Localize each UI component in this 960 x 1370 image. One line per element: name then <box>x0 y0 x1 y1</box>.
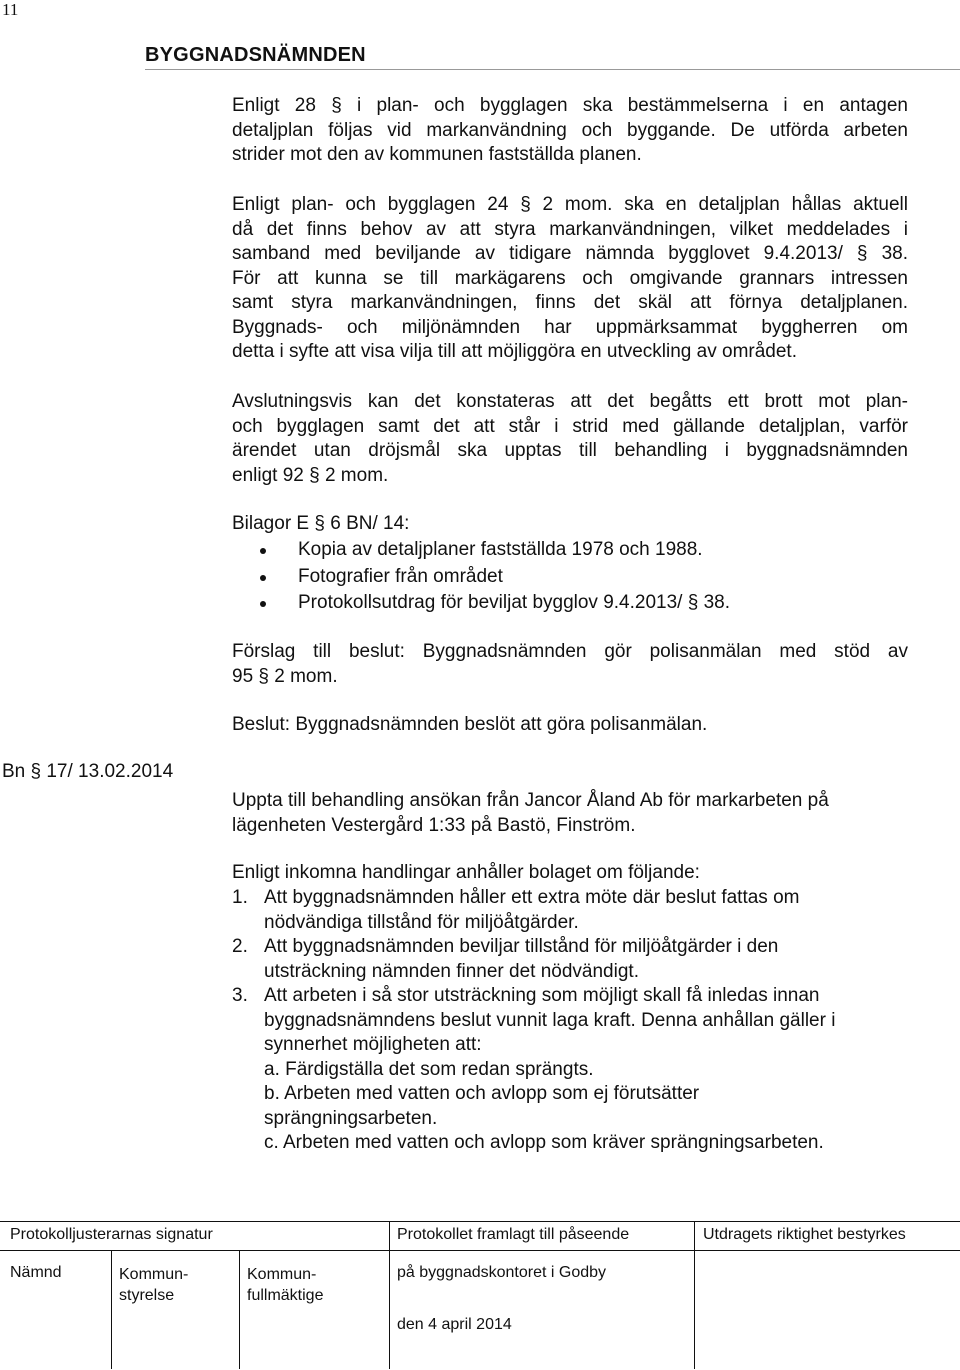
list-item: 1. Att byggnadsnämnden håller ett extra möte där beslut fattas om nödvändiga tillstånd för miljöåtgärder. <box>232 887 800 933</box>
bilagor-list <box>232 537 730 617</box>
footer-col1-title: Protokolljusterarnas signatur <box>10 1226 213 1243</box>
line: enligt 92 § 2 mom. <box>232 464 389 486</box>
footer-divider <box>694 1221 695 1369</box>
signature-kommunfullmaktige: Kommun- fullmäktige <box>247 1266 324 1304</box>
bullet-icon <box>260 601 266 607</box>
footer-divider <box>389 1221 390 1369</box>
line: detaljplan följas vid markanvändning och byggande. De utförda arbeten <box>232 119 908 141</box>
posting-date: den 4 april 2014 <box>397 1316 512 1333</box>
footer-divider <box>111 1250 112 1369</box>
bullet-icon <box>260 548 266 554</box>
line: då det finns behov av att styra markanvändningen, vilket meddelades i <box>232 218 908 240</box>
signature-footer <box>0 1221 960 1369</box>
footer-mid-rule <box>0 1250 960 1251</box>
footer-top-rule <box>0 1221 960 1222</box>
numbered-list <box>232 886 912 1156</box>
line: Enligt 28 § i plan- och bygglagen ska bestämmelserna i en antagen <box>232 95 908 116</box>
line: och bygglagen samt det att står i strid med gällande detaljplan, varför <box>232 415 908 437</box>
signature-namnd: Nämnd <box>10 1264 62 1281</box>
line: lägenheten Vestergård 1:33 på Bastö, Finström. <box>232 814 636 836</box>
case-title <box>232 789 908 838</box>
footer-divider <box>239 1250 240 1369</box>
header-rule <box>145 69 960 70</box>
line: Enligt plan- och bygglagen 24 § 2 mom. ska en detaljplan hållas aktuell <box>232 194 908 215</box>
paragraph-1 <box>232 94 908 168</box>
paragraph-3 <box>232 390 908 488</box>
line: Avslutningsvis kan det konstateras att det begåtts ett brott mot plan- <box>232 391 908 412</box>
posting-place: på byggnadskontoret i Godby <box>397 1264 607 1281</box>
line: Förslag till beslut: Byggnadsnämnden gör polisanmälan med stöd av <box>232 641 908 662</box>
line: Uppta till behandling ansökan från Jancor Åland Ab för markarbeten på <box>232 790 829 811</box>
line: För att kunna se till markägarens och omgivande grannars intressen <box>232 267 908 289</box>
footer-col2-title: Protokollet framlagt till påseende <box>397 1226 630 1243</box>
list-item: 2. Att byggnadsnämnden beviljar tillstånd för miljöåtgärder i den utsträckning nämnden finner det nödvändigt. <box>232 936 779 982</box>
line: strider mot den av kommunen fastställda planen. <box>232 144 642 165</box>
list-item: Protokollsutdrag för beviljat bygglov 9.4.2013/ § 38. <box>232 590 730 617</box>
line: samband med beviljande av tidigare nämnda bygglovet 9.4.2013/ § 38. <box>232 243 908 264</box>
signature-kommunstyrelse: Kommun- styrelse <box>119 1266 189 1304</box>
paragraph-2 <box>232 193 908 365</box>
footer-col3-title: Utdragets riktighet bestyrkes <box>703 1226 906 1243</box>
bilagor-title: Bilagor E § 6 BN/ 14: <box>232 513 410 534</box>
page-number: 11 <box>2 0 19 19</box>
forslag-paragraph <box>232 640 908 689</box>
list-item: Kopia av detaljplaner fastställda 1978 och 1988. <box>232 537 730 564</box>
line: samt styra markanvändningen, finns det skäl att förnya detaljplanen. <box>232 292 908 313</box>
list-item: Fotografier från området <box>232 564 730 591</box>
page-header: BYGGNADSNÄMNDEN <box>145 44 366 66</box>
line: detta i syfte att visa vilja till att möjliggöra en utveckling av området. <box>232 341 797 362</box>
section-reference: Bn § 17/ 13.02.2014 <box>2 761 174 782</box>
line: Byggnads- och miljönämnden har uppmärksammat byggherren om <box>232 316 908 338</box>
line: ärendet utan dröjsmål ska upptas till behandling i byggnadsnämnden <box>232 440 908 461</box>
line: 95 § 2 mom. <box>232 665 338 687</box>
list-item: 3. Att arbeten i så stor utsträckning som möjligt skall få inledas innan byggnadsnämndens beslut vunnit laga kraft. Denna anhållan gäller i synnerhet möjligheten att: a. Färdigställa det som redan sprängts. b. Arbeten med vatten och avlopp som ej förutsätter sprängningsarbeten. c. Arbeten med vatten och avlopp som kräver sprängningsarbeten. <box>232 985 836 1153</box>
bullet-icon <box>260 575 266 581</box>
beslut-paragraph: Beslut: Byggnadsnämnden beslöt att göra polisanmälan. <box>232 714 708 735</box>
intro-paragraph: Enligt inkomna handlingar anhåller bolaget om följande: <box>232 862 700 883</box>
